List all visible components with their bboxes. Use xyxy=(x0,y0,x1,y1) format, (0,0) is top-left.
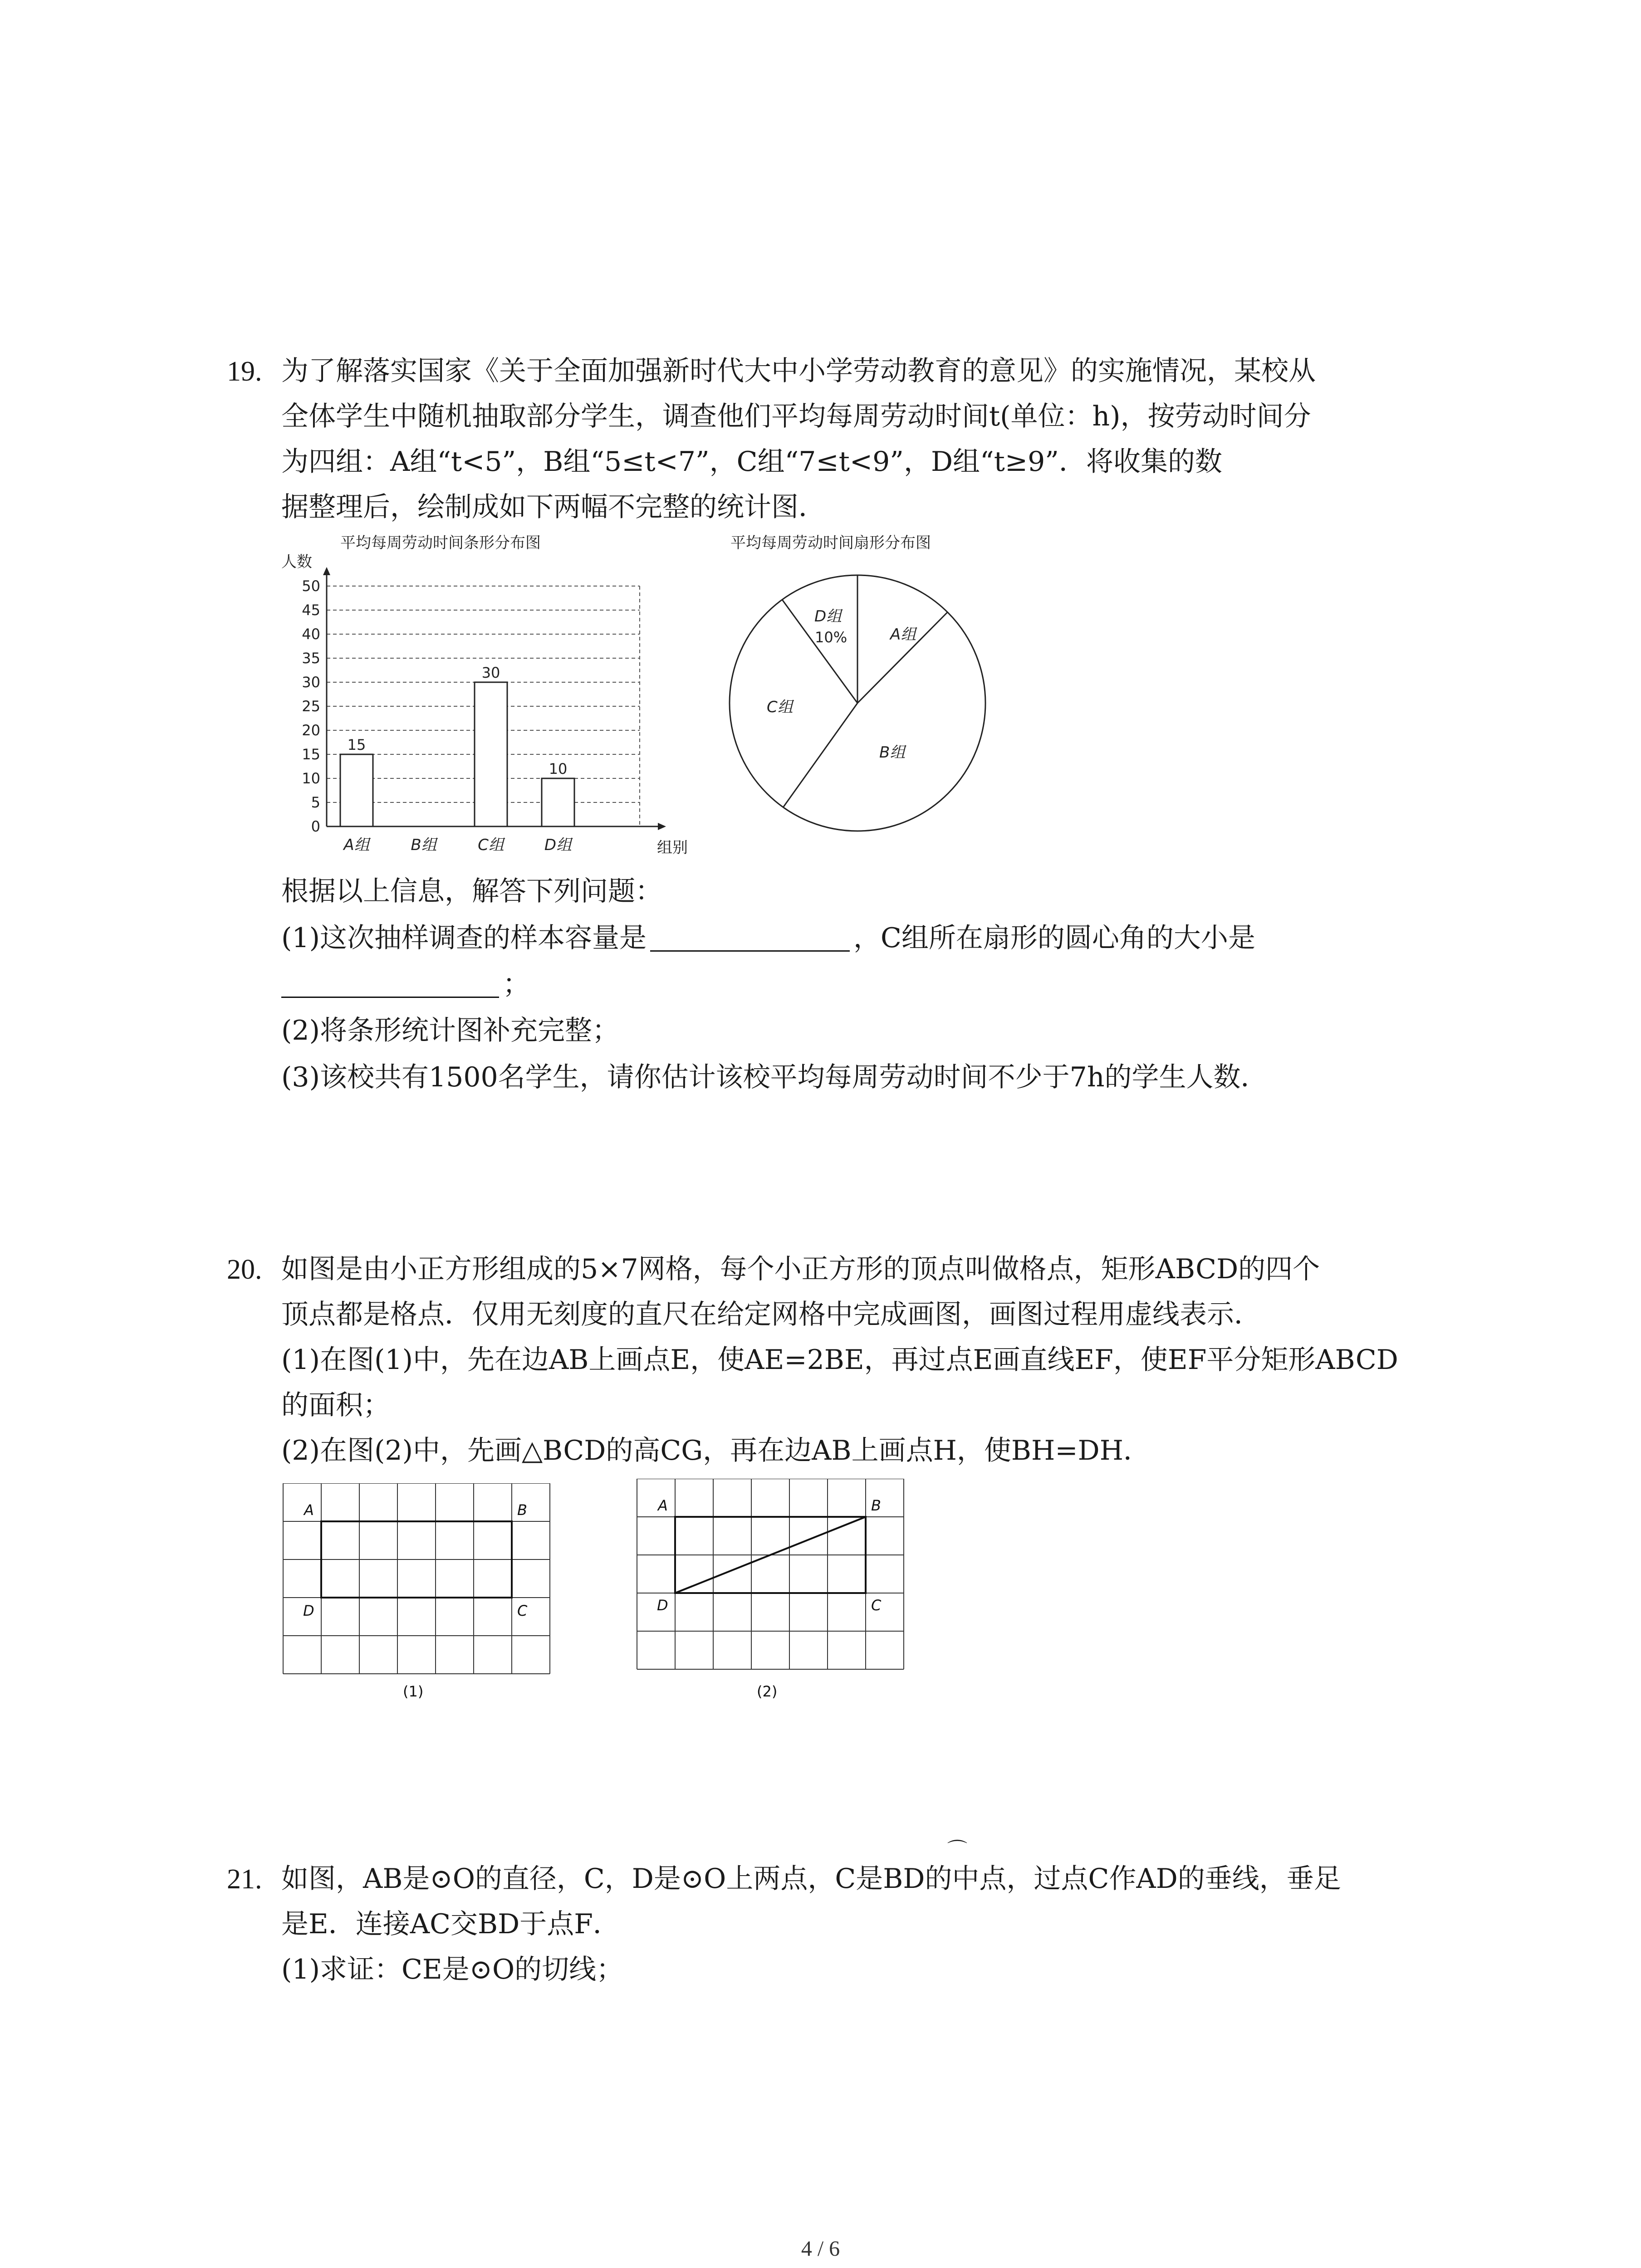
pie-label-D: D组 xyxy=(814,607,842,626)
fig1-caption: (1) xyxy=(403,1683,424,1700)
q19-line-2: 全体学生中随机抽取部分学生，调查他们平均每周劳动时间t(单位：h)，按劳动时间分 xyxy=(281,401,1311,432)
bar-chart-title: 平均每周劳动时间条形分布图 xyxy=(340,534,541,552)
q21-line-3: (1)求证：CE是⊙O的切线； xyxy=(281,1954,624,1985)
bar-data-label: 10 xyxy=(549,760,568,777)
grid-figure-1 xyxy=(281,1483,563,1719)
q19-number: 19. xyxy=(227,356,262,387)
page-number: 4 / 6 xyxy=(801,2237,840,2261)
fig1-label-C: C xyxy=(517,1602,528,1619)
q19-part1-text-a: (1)这次抽样调查的样本容量是 xyxy=(281,922,647,954)
q19-blank-sample-size[interactable] xyxy=(650,926,850,952)
pie-label-B: B组 xyxy=(879,743,906,762)
fig2-label-D: D xyxy=(657,1597,668,1614)
pie-label-D-percent: 10% xyxy=(815,629,847,646)
bar-xtick-label: B组 xyxy=(411,836,437,854)
q19-part1-text-b: ，C组所在扇形的圆心角的大小是 xyxy=(853,922,1255,954)
q19-part1-text-c: ； xyxy=(503,968,530,1000)
bar-0 xyxy=(340,754,373,826)
pie-chart-title: 平均每周劳动时间扇形分布图 xyxy=(730,534,931,552)
fig1-label-B: B xyxy=(517,1501,527,1519)
bar-ytick-label: 0 xyxy=(311,818,320,835)
q20-line-3: (1)在图(1)中，先在边AB上画点E，使AE=2BE，再过点E画直线EF，使EF平分矩形ABCD xyxy=(281,1344,1398,1376)
bar-ytick-label: 20 xyxy=(302,722,320,739)
q20-line-5: (2)在图(2)中，先画△BCD的高CG，再在边AB上画点H，使BH=DH． xyxy=(281,1435,1151,1466)
bar-2 xyxy=(475,682,507,826)
bar-ytick-label: 35 xyxy=(302,650,320,667)
q19-part1-cont xyxy=(281,968,530,1000)
q19-part1 xyxy=(281,924,1255,952)
fig2-label-A: A xyxy=(658,1497,668,1514)
bar-ytick-label: 15 xyxy=(302,746,320,763)
q21-line-2: 是E．连接AC交BD于点F． xyxy=(281,1908,620,1940)
q19-line-4: 据整理后，绘制成如下两幅不完整的统计图． xyxy=(281,491,826,523)
fig2-label-C: C xyxy=(871,1597,882,1614)
bar-3 xyxy=(542,778,574,826)
pie-label-C: C组 xyxy=(767,698,793,716)
grid-figure-2 xyxy=(635,1479,916,1715)
bar-chart-xlabel: 组别 xyxy=(657,839,688,857)
q19-line-1: 为了解落实国家《关于全面加强新时代大中小学劳动教育的意见》的实施情况，某校从 xyxy=(281,355,1316,387)
q19-blank-angle[interactable] xyxy=(281,972,499,998)
q20-line-4: 的面积； xyxy=(281,1389,390,1421)
arc-mark: ⌒ xyxy=(947,1838,967,1862)
fig2-caption: (2) xyxy=(757,1683,778,1700)
q20-line-2: 顶点都是格点．仅用无刻度的直尺在给定网格中完成画图，画图过程用虚线表示． xyxy=(281,1299,1261,1330)
bar-ytick-label: 10 xyxy=(302,770,320,787)
fig2-label-B: B xyxy=(871,1497,881,1514)
bar-xtick-label: A组 xyxy=(343,836,370,854)
pie-label-A: A组 xyxy=(890,626,916,644)
q21-line-1: 如图，AB是⊙O的直径，C，D是⊙O上两点，C是BD的中点，过点C作AD的垂线，垂足 xyxy=(281,1863,1341,1895)
bar-xtick-label: D组 xyxy=(544,836,572,854)
bar-ytick-label: 45 xyxy=(302,601,320,619)
fig1-label-D: D xyxy=(303,1602,314,1619)
q20-number: 20. xyxy=(227,1254,262,1285)
bar-ytick-label: 5 xyxy=(311,794,320,811)
bar-chart-ylabel: 人数 xyxy=(281,553,312,571)
q20-line-1: 如图是由小正方形组成的5×7网格，每个小正方形的顶点叫做格点，矩形ABCD的四个 xyxy=(281,1253,1320,1285)
q19-line-3: 为四组：A组“t<5”，B组“5≤t<7”，C组“7≤t<9”，D组“t≥9”．将收集的数 xyxy=(281,446,1222,478)
bar-ytick-label: 30 xyxy=(302,674,320,691)
q19-after: 根据以上信息，解答下列问题： xyxy=(281,875,662,907)
bar-ytick-label: 50 xyxy=(302,577,320,595)
bar-chart xyxy=(254,531,690,866)
pie-edge-B-C xyxy=(783,703,857,807)
q19-part2: (2)将条形统计图补充完整； xyxy=(281,1015,619,1046)
pie-chart xyxy=(708,531,1034,848)
q19-part3: (3)该校共有1500名学生，请你估计该校平均每周劳动时间不少于7h的学生人数． xyxy=(281,1061,1268,1093)
bar-ytick-label: 40 xyxy=(302,626,320,643)
bar-data-label: 30 xyxy=(481,664,500,681)
bar-ytick-label: 25 xyxy=(302,698,320,715)
bar-data-label: 15 xyxy=(347,736,366,753)
q21-number: 21. xyxy=(227,1864,262,1895)
bar-xtick-label: C组 xyxy=(478,836,504,854)
fig1-label-A: A xyxy=(304,1501,314,1519)
